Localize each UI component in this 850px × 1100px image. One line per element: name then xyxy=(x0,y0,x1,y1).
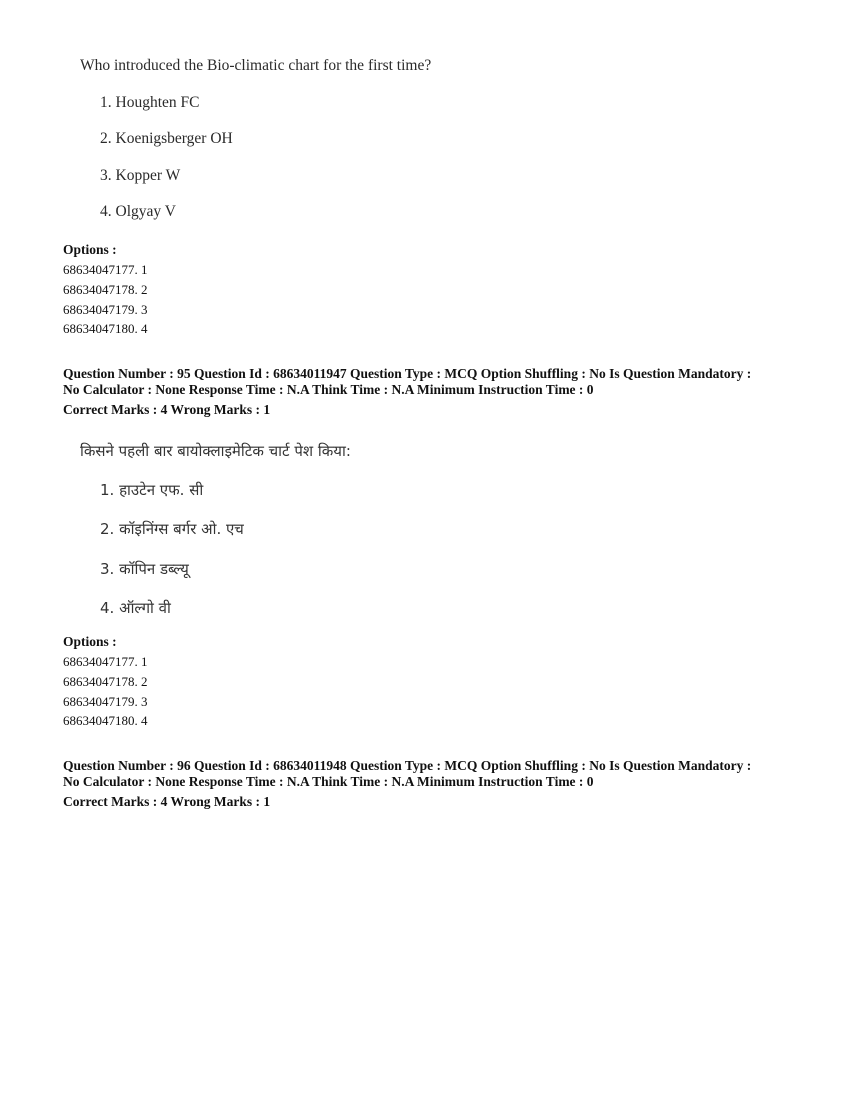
option-item: 68634047178. 2 xyxy=(63,282,148,297)
option-item: 68634047178. 2 xyxy=(63,674,148,689)
option-item: 68634047179. 3 xyxy=(63,694,148,709)
question-choice: 1. Houghten FC xyxy=(100,94,200,111)
question-choice: 3. Kopper W xyxy=(100,167,181,184)
question-marks: Correct Marks : 4 Wrong Marks : 1 xyxy=(63,794,271,809)
option-item: 68634047180. 4 xyxy=(63,713,148,728)
option-item: 68634047180. 4 xyxy=(63,321,148,336)
question-choice: 2. कॉइनिंग्स बर्गर ओ. एच xyxy=(100,520,244,538)
options-heading: Options : xyxy=(63,634,117,649)
question-marks: Correct Marks : 4 Wrong Marks : 1 xyxy=(63,402,271,417)
question-choice: 4. Olgyay V xyxy=(100,203,176,220)
question-image-english xyxy=(80,57,500,227)
question-text: किसने पहली बार बायोक्लाइमेटिक चार्ट पेश किया: xyxy=(80,442,351,460)
question-meta-line: Question Number : 95 Question Id : 68634011947 Question Type : MCQ Option Shuffling : No Is Question Mandatory : xyxy=(63,366,752,381)
option-item: 68634047177. 1 xyxy=(63,262,148,277)
question-meta xyxy=(63,758,803,810)
option-item: 68634047179. 3 xyxy=(63,302,148,317)
question-meta-line: Question Number : 96 Question Id : 68634011948 Question Type : MCQ Option Shuffling : No Is Question Mandatory : xyxy=(63,758,752,773)
option-item: 68634047177. 1 xyxy=(63,654,148,669)
question-meta xyxy=(63,366,803,418)
options-heading: Options : xyxy=(63,242,117,257)
question-text: Who introduced the Bio-climatic chart for the first time? xyxy=(80,57,432,74)
question-meta-line: No Calculator : None Response Time : N.A Think Time : N.A Minimum Instruction Time : 0 xyxy=(63,774,594,789)
question-choice: 3. कॉपिन डब्ल्यू xyxy=(100,560,189,578)
question-choice: 4. ऑल्गो वी xyxy=(100,599,171,617)
question-choice: 2. Koenigsberger OH xyxy=(100,130,233,147)
question-meta-line: No Calculator : None Response Time : N.A Think Time : N.A Minimum Instruction Time : 0 xyxy=(63,382,594,397)
question-choice: 1. हाउटेन एफ. सी xyxy=(100,481,204,499)
question-image-hindi xyxy=(80,441,500,616)
